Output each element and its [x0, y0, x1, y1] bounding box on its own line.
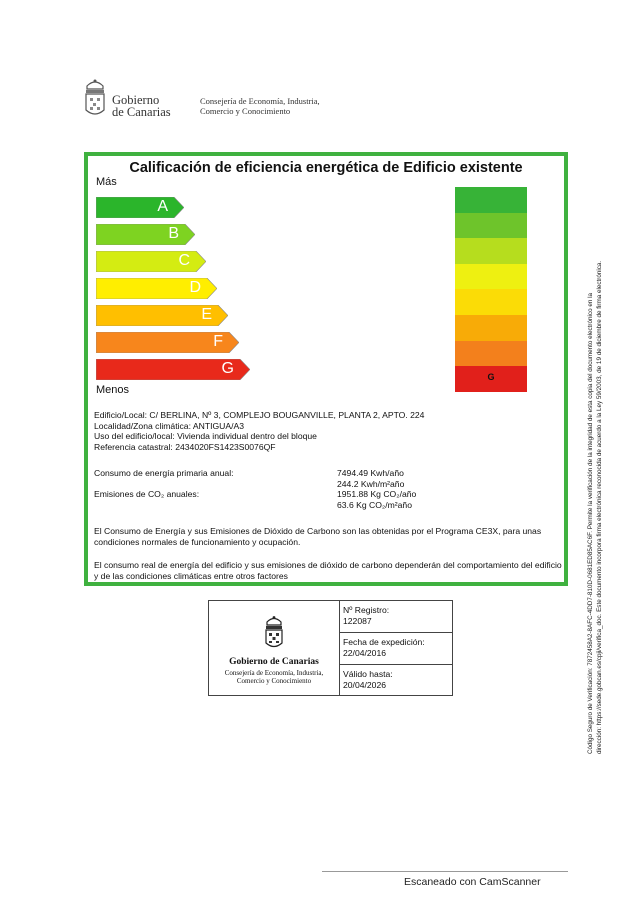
- rating-bar-d: [96, 278, 217, 299]
- stamp-department: [209, 669, 339, 685]
- registry-label: Nº Registro:: [343, 605, 390, 615]
- rating-bar-a: [96, 197, 184, 218]
- rating-letter-f: F: [213, 333, 223, 350]
- scale-segment: [455, 238, 527, 264]
- stamp-dept-line-1: Consejería de Economía, Industria,: [224, 669, 324, 677]
- note-program: El Consumo de Energía y sus Emisiones de Dióxido de Carbono son las obtenidas por el Programa CE3X, para unas condiciones normales de funcionamiento y ocupación.: [94, 526, 542, 547]
- footer-divider: [322, 871, 568, 872]
- coat-of-arms-icon: [82, 78, 108, 122]
- rating-bar-b: [96, 224, 195, 245]
- energy-consumption-per-m2: 244.2 Kwh/m²año: [337, 478, 405, 489]
- scale-segment: [455, 213, 527, 239]
- cadastral-reference: Referencia catastral: 2434020FS1423S0076QF: [94, 441, 276, 452]
- note-real-consumption: El consumo real de energía del edificio y sus emisiones de dióxido de carbono dependerán del comportamiento del edificio y de las condiciones climáticas entre otros factores: [94, 560, 562, 581]
- logo-line-2: de Canarias: [112, 105, 171, 119]
- rating-marker: G: [487, 372, 495, 383]
- header-department: [200, 96, 380, 116]
- verification-line-1: Código Seguro de Verificación: 7872458A2-8AFC-4DD7-810D-0681ED85AC6F. Permite la verificación de la integridad de esta copia del documento electrónico en la: [587, 293, 594, 754]
- coat-of-arms-icon: [263, 615, 285, 651]
- climate-zone: Localidad/Zona climática: ANTIGUA/A3: [94, 420, 244, 431]
- scale-segment: [455, 289, 527, 315]
- dept-line-1: Consejería de Economía, Industria,: [200, 96, 320, 106]
- certificate-title: Calificación de eficiencia energética de Edificio existente: [129, 160, 523, 176]
- valid-until-cell: [339, 665, 452, 695]
- rating-letter-e: E: [201, 306, 212, 323]
- stamp-logo-cell: [209, 601, 340, 695]
- rating-scale: [455, 187, 527, 392]
- rating-letter-g: G: [221, 360, 234, 377]
- issue-date-cell: [339, 633, 452, 665]
- rating-bar-e: [96, 305, 228, 326]
- building-address: Edificio/Local: C/ BERLINA, Nº 3, COMPLEJO BOUGANVILLE, PLANTA 2, APTO. 224: [94, 410, 425, 420]
- valid-until-value: 20/04/2026: [343, 679, 387, 690]
- issue-date-label: Fecha de expedición:: [343, 637, 425, 647]
- rating-letter-d: D: [189, 279, 201, 296]
- scale-segment: [455, 187, 527, 213]
- scanner-watermark: Escaneado con CamScanner: [404, 876, 541, 888]
- registry-stamp: [208, 600, 453, 696]
- consumption-block: [94, 468, 564, 510]
- co2-emissions-per-m2: 63.6 Kg CO₂/m²año: [337, 499, 412, 510]
- more-label: Más: [96, 176, 117, 188]
- rating-letter-b: B: [168, 225, 179, 242]
- co2-emissions-value: 1951.88 Kg CO₂/año: [337, 489, 417, 500]
- scale-segment: [455, 264, 527, 290]
- verification-side-text: [586, 124, 612, 754]
- verification-line-2: dirección: https://sede.gobcan.es/cpji/verifica_doc. Este documento incorpora firma electrónica reconocida de acuerdo a la Ley 59/2003, de 19 de diciembre de firma electrónica.: [596, 260, 603, 754]
- less-label: Menos: [96, 384, 130, 396]
- rating-letter-c: C: [178, 252, 190, 269]
- energy-consumption-value: 7494.49 Kwh/año: [337, 468, 404, 478]
- co2-emissions-label: Emisiones de CO₂ anuales:: [94, 489, 200, 500]
- rating-bar-f: [96, 332, 239, 353]
- energy-certificate: [84, 152, 568, 586]
- building-info: [94, 410, 564, 452]
- scale-segment: [455, 341, 527, 367]
- dept-line-2: Comercio y Conocimiento: [200, 106, 291, 116]
- header-logo: [82, 78, 192, 122]
- scale-segment: [455, 315, 527, 341]
- registry-value: 122087: [343, 615, 372, 626]
- issue-date-value: 22/04/2016: [343, 647, 387, 658]
- building-use: Uso del edificio/local: Vivienda individual dentro del bloque: [94, 431, 317, 442]
- registry-cell: [339, 601, 452, 633]
- rating-letter-a: A: [157, 198, 168, 215]
- scale-segment: [455, 366, 527, 392]
- stamp-details: [339, 601, 452, 695]
- rating-bar-g: [96, 359, 250, 380]
- valid-until-label: Válido hasta:: [343, 669, 393, 679]
- energy-consumption-label: Consumo de energía primaria anual:: [94, 468, 234, 478]
- rating-bar-c: [96, 251, 206, 272]
- logo-line-1: Gobierno: [112, 93, 160, 107]
- stamp-org-name: Gobierno de Canarias: [229, 657, 319, 667]
- stamp-dept-line-2: Comercio y Conocimiento: [236, 677, 312, 685]
